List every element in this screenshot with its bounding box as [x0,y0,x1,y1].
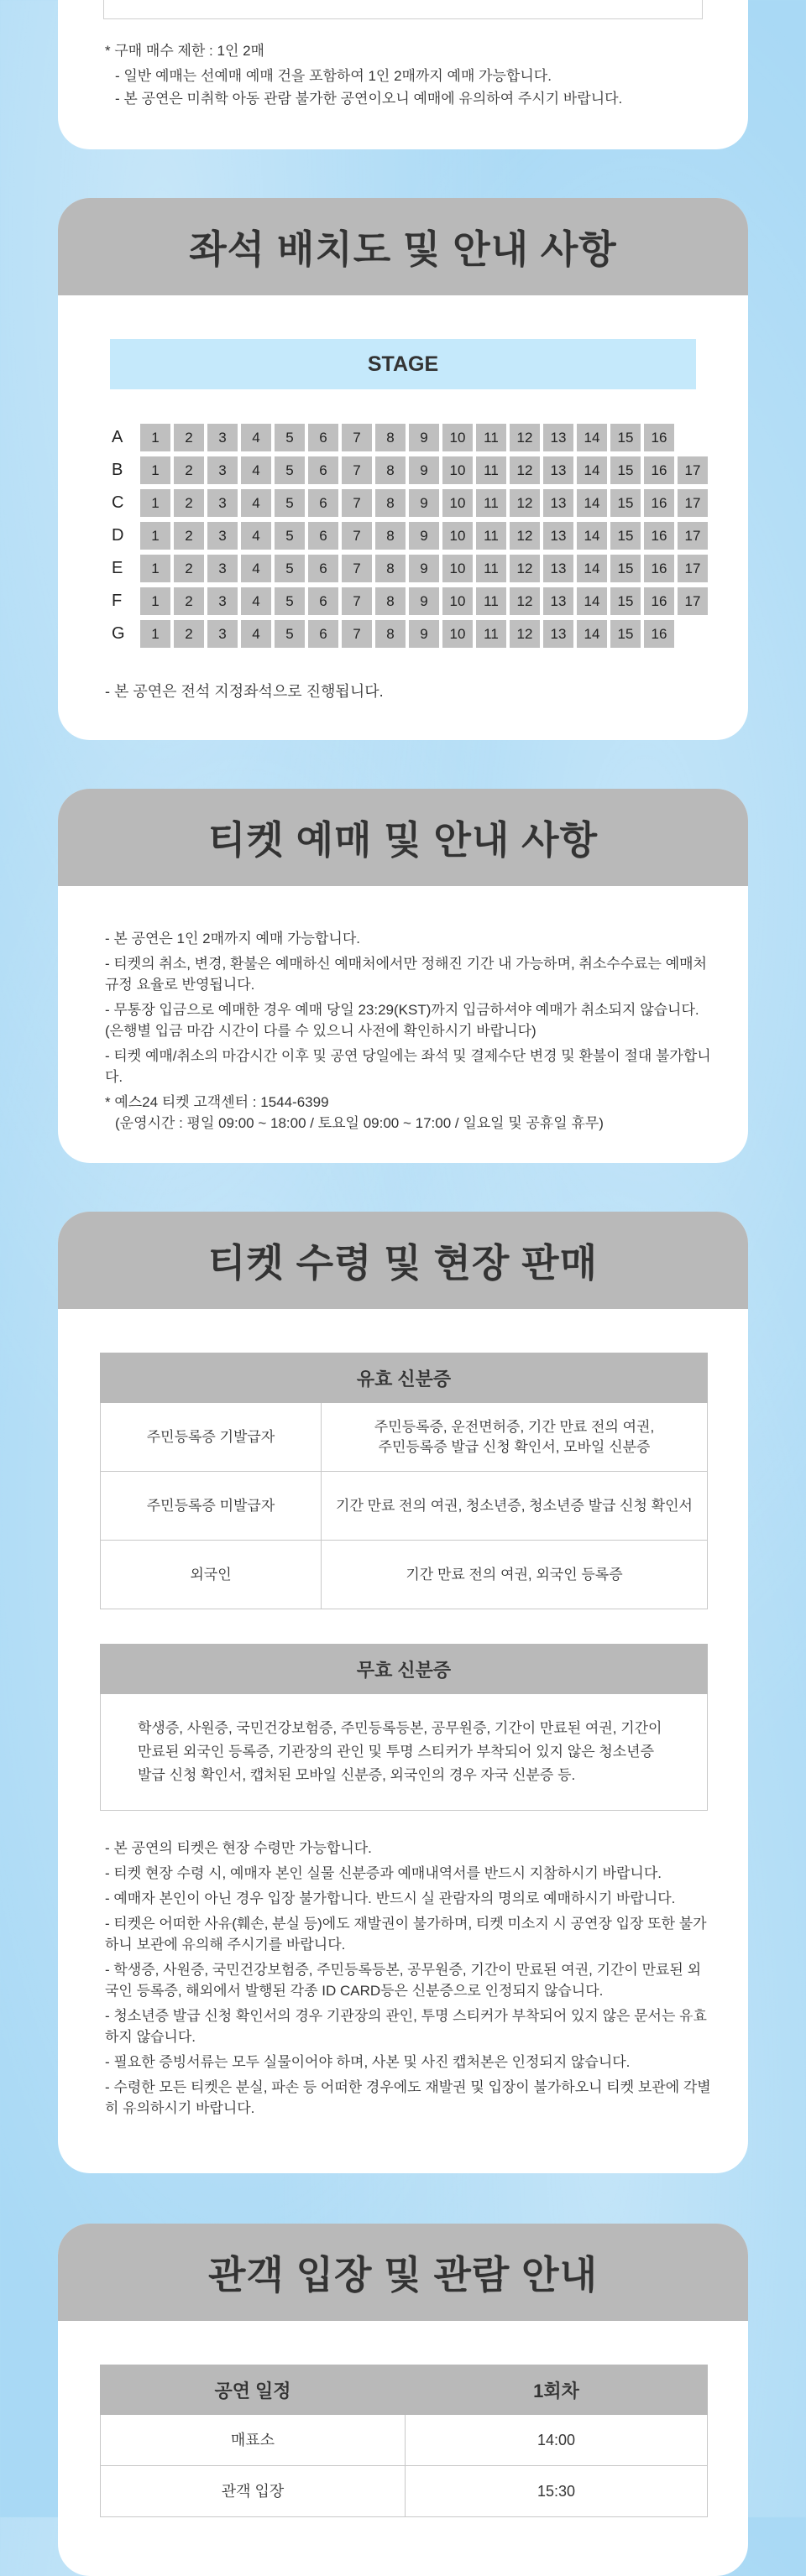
booking-item: - 티켓의 취소, 변경, 환불은 예매하신 예매처에서만 정해진 기간 내 가능하며, 취소수수료는 예매처 규정 요율로 반영됩니다. [105,956,707,993]
seat: 2 [174,587,204,615]
seat: 7 [342,522,372,550]
seat: 10 [442,489,473,517]
seat: 13 [543,522,573,550]
seat: 2 [174,620,204,648]
table-row [101,1472,708,1541]
seat: 16 [644,555,674,582]
schedule-value: 15:30 [406,2466,708,2517]
seat: 14 [577,489,607,517]
seat: 4 [241,620,271,648]
booking-contact: * 예스24 티켓 고객센터 : 1544-6399 [105,1094,329,1110]
purchase-limit-notes [105,40,714,109]
seat: 17 [678,522,708,550]
pickup-item: - 수령한 모든 티켓은 분실, 파손 등 어떠한 경우에도 재발권 및 입장이 불가하오니 티켓 보관에 각별히 유의하시기 바랍니다. [105,2079,711,2116]
seat: 15 [610,555,641,582]
seat: 10 [442,555,473,582]
valid-id-table [100,1353,708,1609]
seat: 5 [275,456,305,484]
seat: 10 [442,424,473,451]
previous-table-bottom [103,0,703,19]
pickup-title: 티켓 수령 및 현장 판매 [207,1241,599,1285]
seat: 9 [409,456,439,484]
seat: 15 [610,620,641,648]
seat-row [110,585,711,618]
seat: 12 [510,456,540,484]
booking-item: - 무통장 입금으로 예매한 경우 예매 당일 23:29(KST)까지 입금하셔야 예매가 취소되지 않습니다. (은행별 입금 마감 시간이 다를 수 있으니 사전에 확인하시기 바랍니다) [105,1002,699,1039]
seating-title: 좌석 배치도 및 안내 사항 [189,227,617,271]
seat: 12 [510,587,540,615]
valid-id-header: 유효 신분증 [101,1353,708,1403]
seat-row [110,519,711,552]
entry-card [58,2224,748,2576]
table-row [101,1403,708,1472]
seat: 6 [308,456,338,484]
purchase-limit-heading: * 구매 매수 제한 : 1인 2매 [105,43,264,59]
seat: 15 [610,456,641,484]
seat-row-label: A [112,428,123,446]
seat: 13 [543,424,573,451]
seat: 1 [140,620,170,648]
seat: 5 [275,620,305,648]
seat: 3 [207,555,238,582]
seat: 1 [140,456,170,484]
seat: 7 [342,489,372,517]
seat: 9 [409,522,439,550]
seat: 14 [577,424,607,451]
valid-id-label: 주민등록증 기발급자 [101,1403,322,1472]
schedule-col-header: 1회차 [406,2365,708,2415]
table-row [101,2415,708,2466]
seat: 12 [510,424,540,451]
booking-item: - 본 공연은 1인 2매까지 예매 가능합니다. [105,931,360,946]
seat: 2 [174,522,204,550]
seat: 8 [375,456,406,484]
seat: 11 [476,555,506,582]
table-row [101,2466,708,2517]
seat: 5 [275,587,305,615]
seat: 17 [678,489,708,517]
pickup-card [58,1212,748,2173]
seat: 13 [543,456,573,484]
seat: 13 [543,555,573,582]
pickup-header [58,1212,748,1309]
seat: 3 [207,587,238,615]
seat: 10 [442,456,473,484]
seat-row-label: F [112,592,123,610]
valid-id-value: 기간 만료 전의 여권, 외국인 등록증 [322,1541,708,1609]
seat: 4 [241,489,271,517]
seat: 17 [678,587,708,615]
seat: 16 [644,424,674,451]
seat: 12 [510,620,540,648]
purchase-limit-item: - 일반 예매는 선예매 예매 건을 포함하여 1인 2매까지 예매 가능합니다. [115,68,552,84]
seat: 15 [610,424,641,451]
valid-id-value-line: 주민등록증 발급 신청 확인서, 모바일 신분증 [378,1438,651,1455]
seat: 5 [275,489,305,517]
seat: 16 [644,456,674,484]
pickup-item: - 본 공연의 티켓은 현장 수령만 가능합니다. [105,1840,372,1856]
seat: 11 [476,456,506,484]
pickup-item: - 필요한 증빙서류는 모두 실물이어야 하며, 사본 및 사진 캡처본은 인정되지 않습니다. [105,2054,631,2070]
seat-row-label: D [112,526,124,545]
seat-row [110,454,711,487]
seat: 6 [308,522,338,550]
seat: 1 [140,424,170,451]
stage-label: STAGE [110,339,696,389]
seat-row [110,552,711,585]
seat: 8 [375,522,406,550]
pickup-item: - 티켓은 어떠한 사유(훼손, 분실 등)에도 재발권이 불가하며, 티켓 미소지 시 공연장 입장 또한 불가하니 보관에 유의해 주시기를 바랍니다. [105,1916,707,1953]
seat-map [110,421,711,650]
pickup-item: - 티켓 현장 수령 시, 예매자 본인 실물 신분증과 예매내역서를 반드시 지참하시기 바랍니다. [105,1865,662,1881]
seat: 8 [375,620,406,648]
booking-header [58,789,748,886]
seat-row-label: G [112,624,125,643]
seat: 14 [577,522,607,550]
seat: 9 [409,489,439,517]
seat: 5 [275,424,305,451]
seat: 16 [644,489,674,517]
seat: 9 [409,587,439,615]
seat: 2 [174,424,204,451]
seat: 16 [644,620,674,648]
seat: 11 [476,620,506,648]
seat: 6 [308,620,338,648]
seat: 1 [140,522,170,550]
seat: 9 [409,555,439,582]
pickup-item: - 청소년증 발급 신청 확인서의 경우 기관장의 관인, 투명 스티커가 부착되어 있지 않은 문서는 유효하지 않습니다. [105,2008,707,2045]
entry-title: 관객 입장 및 관람 안내 [207,2253,599,2297]
schedule-label: 매표소 [101,2415,406,2466]
seat: 8 [375,587,406,615]
seat: 6 [308,424,338,451]
seat: 10 [442,522,473,550]
seat: 14 [577,620,607,648]
seat: 7 [342,555,372,582]
seat: 3 [207,522,238,550]
schedule-value: 14:00 [406,2415,708,2466]
seat: 1 [140,587,170,615]
seat: 16 [644,587,674,615]
seat: 12 [510,522,540,550]
valid-id-label: 외국인 [101,1541,322,1609]
seat: 17 [678,555,708,582]
seat: 6 [308,587,338,615]
seat-row [110,421,711,454]
booking-title: 티켓 예매 및 안내 사항 [207,818,599,862]
seat: 5 [275,555,305,582]
booking-hours: (운영시간 : 평일 09:00 ~ 18:00 / 토요일 09:00 ~ 17:00 / 일요일 및 공휴일 휴무) [115,1115,604,1131]
seat: 11 [476,522,506,550]
seat: 14 [577,587,607,615]
seat: 4 [241,555,271,582]
seat: 10 [442,620,473,648]
seat: 7 [342,620,372,648]
seat: 8 [375,555,406,582]
seat: 7 [342,587,372,615]
booking-card [58,789,748,1163]
valid-id-label: 주민등록증 미발급자 [101,1472,322,1541]
seat: 17 [678,456,708,484]
seat: 15 [610,489,641,517]
seat: 4 [241,522,271,550]
pickup-notes [105,1838,714,2119]
booking-item: - 티켓 예매/취소의 마감시간 이후 및 공연 당일에는 좌석 및 결제수단 변경 및 환불이 절대 불가합니다. [105,1048,711,1085]
seat: 16 [644,522,674,550]
seat: 4 [241,456,271,484]
seat: 12 [510,489,540,517]
table-row [101,1694,708,1811]
invalid-id-header: 무효 신분증 [101,1645,708,1694]
purchase-limit-item: - 본 공연은 미취학 아동 관람 불가한 공연이오니 예매에 유의하여 주시기 바랍니다. [115,91,623,107]
schedule-table [100,2365,708,2517]
seat: 8 [375,424,406,451]
seat: 8 [375,489,406,517]
pickup-item: - 학생증, 사원증, 국민건강보험증, 주민등록등본, 공무원증, 기간이 만료된 여권, 기간이 만료된 외국인 등록증, 해외에서 발행된 각종 ID CARD등은 신분증으로 인정되지 않습니다. [105,1962,701,1999]
valid-id-value [322,1403,708,1472]
seat: 6 [308,489,338,517]
seat: 4 [241,424,271,451]
seat: 3 [207,489,238,517]
seat: 6 [308,555,338,582]
seat: 13 [543,587,573,615]
seat: 9 [409,424,439,451]
pickup-item: - 예매자 본인이 아닌 경우 입장 불가합니다. 반드시 실 관람자의 명의로 예매하시기 바랍니다. [105,1890,676,1906]
seat: 4 [241,587,271,615]
seat-row [110,487,711,519]
seat: 10 [442,587,473,615]
seat: 11 [476,424,506,451]
seat: 1 [140,555,170,582]
seat: 9 [409,620,439,648]
valid-id-value: 기간 만료 전의 여권, 청소년증, 청소년증 발급 신청 확인서 [322,1472,708,1541]
schedule-label: 관객 입장 [101,2466,406,2517]
seat-row-label: E [112,559,123,577]
valid-id-value-line: 주민등록증, 운전면허증, 기간 만료 전의 여권, [374,1418,655,1435]
seat-row [110,618,711,650]
seat: 2 [174,456,204,484]
seating-card [58,198,748,740]
seat: 3 [207,456,238,484]
table-row [101,1541,708,1609]
purchase-limit-card [58,0,748,149]
seat: 11 [476,587,506,615]
seat: 12 [510,555,540,582]
seat: 3 [207,620,238,648]
seat: 5 [275,522,305,550]
seat: 14 [577,555,607,582]
seat: 15 [610,522,641,550]
seat: 14 [577,456,607,484]
seating-note: - 본 공연은 전석 지정좌석으로 진행됩니다. [105,683,384,700]
booking-notes [105,928,714,1134]
seat-row-label: B [112,461,123,479]
seat-row-label: C [112,493,124,512]
invalid-id-table [100,1644,708,1811]
invalid-id-text: 학생증, 사원증, 국민건강보험증, 주민등록등본, 공무원증, 기간이 만료된 여권, 기간이 만료된 외국인 등록증, 기관장의 관인 및 투명 스티커가 부착되어 있지 않은 청소년증 발급 신청 확인서, 캡처된 모바일 신분증, 외국인의 경우 자국 신분증 등. [101,1694,708,1811]
entry-header [58,2224,748,2321]
seat: 3 [207,424,238,451]
schedule-col-header: 공연 일정 [101,2365,406,2415]
seat: 2 [174,489,204,517]
seat: 13 [543,489,573,517]
seat: 2 [174,555,204,582]
seat: 7 [342,424,372,451]
seat: 13 [543,620,573,648]
seat: 11 [476,489,506,517]
seat: 1 [140,489,170,517]
seat: 15 [610,587,641,615]
seating-header [58,198,748,295]
seat: 7 [342,456,372,484]
